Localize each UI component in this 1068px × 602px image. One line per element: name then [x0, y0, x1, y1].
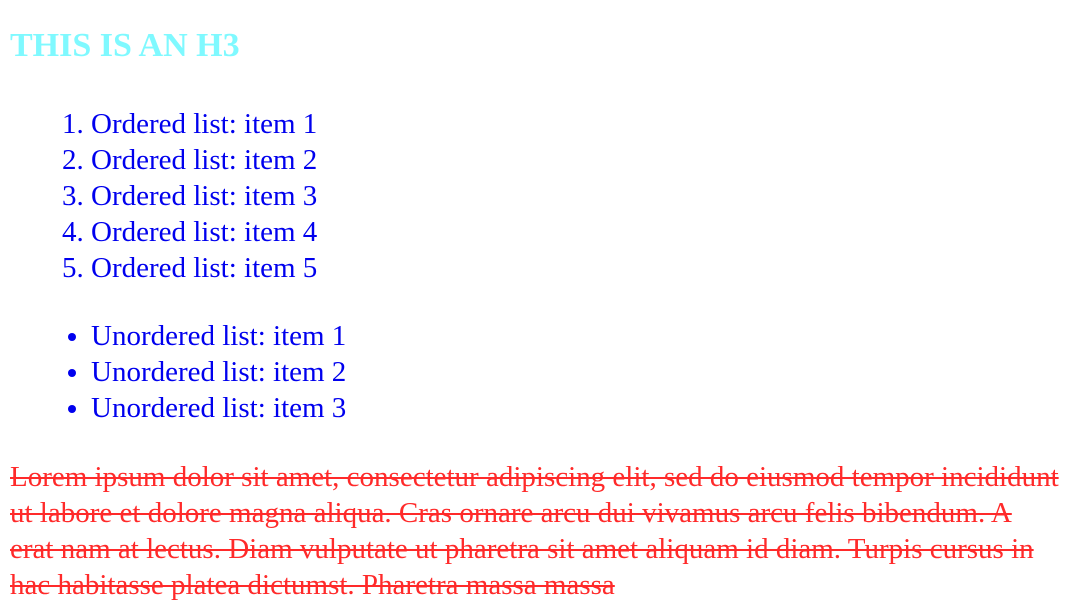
ordered-list-item: 2. Ordered list: item 2 — [91, 142, 317, 178]
unordered-list-item: • Unordered list: item 3 — [91, 390, 346, 426]
ordered-list — [0, 106, 317, 286]
unordered-list-item: • Unordered list: item 2 — [91, 354, 346, 390]
page-heading: THIS IS AN H3 — [10, 27, 240, 64]
strikethrough-paragraph: Lorem ipsum dolor sit amet, consectetur adipiscing elit, sed do eiusmod tempor incididunt ut labore et dolore magna aliqua. Cras ornare arcu dui vivamus arcu felis bibendum. A erat nam at lectus. Diam vulputate ut pharetra sit amet aliquam id diam. Turpis cursus in hac habitasse platea dictumst. Pharetra massa massa — [10, 461, 1059, 601]
ordered-list-item: 3. Ordered list: item 3 — [91, 178, 317, 214]
unordered-list — [0, 318, 346, 426]
ordered-list-item: 1. Ordered list: item 1 — [91, 106, 317, 142]
ordered-list-item: 4. Ordered list: item 4 — [91, 214, 317, 250]
unordered-list-item: • Unordered list: item 1 — [91, 318, 346, 354]
ordered-list-item: 5. Ordered list: item 5 — [91, 250, 317, 286]
